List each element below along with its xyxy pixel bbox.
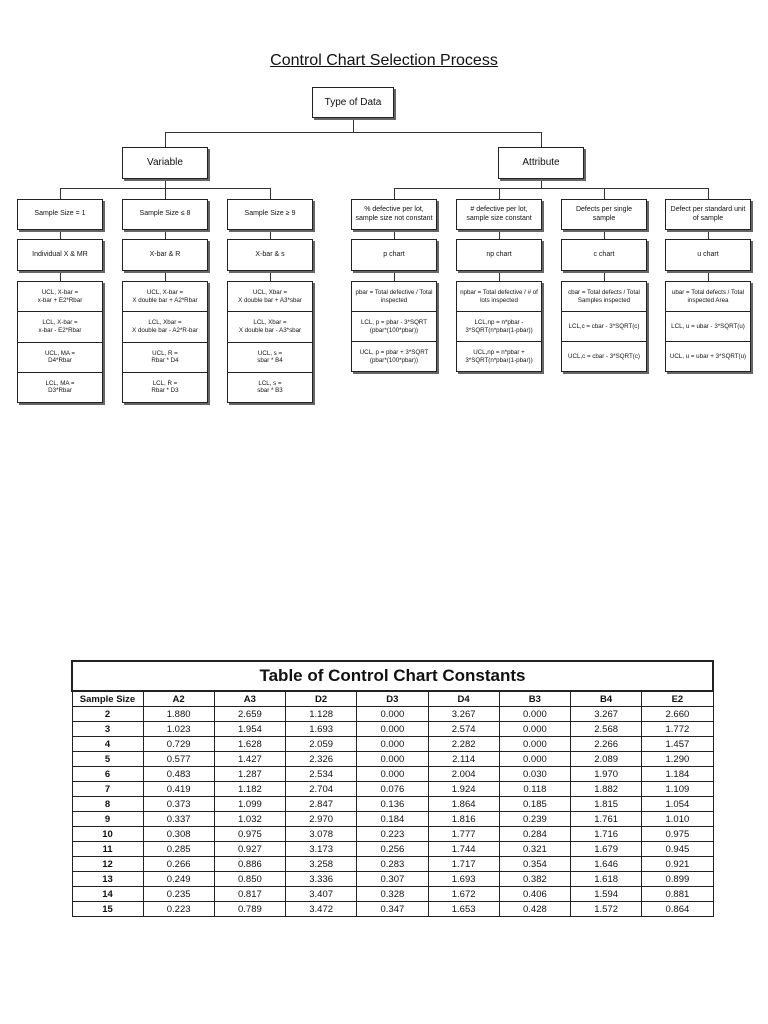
table-cell: 1.761	[571, 812, 642, 827]
connector	[604, 188, 605, 199]
formula-cell: LCL,np = n*pbar - 3*SQRT(n*pbar(1-pbar))	[457, 312, 541, 342]
connector	[394, 271, 395, 281]
table-cell: 0.000	[357, 722, 428, 737]
table-cell: 0.347	[357, 902, 428, 917]
table-header-cell: E2	[642, 691, 713, 707]
table-row	[72, 857, 713, 872]
connector	[60, 271, 61, 281]
table-cell: 2.659	[214, 707, 285, 722]
table-cell: 2.847	[286, 797, 357, 812]
attribute-label: Attribute	[522, 157, 560, 169]
table-cell: 0.185	[499, 797, 570, 812]
connector	[270, 188, 271, 199]
table-cell: 0.000	[499, 707, 570, 722]
table-row	[72, 842, 713, 857]
connector	[394, 188, 708, 189]
table-cell: 1.864	[428, 797, 499, 812]
formula-stack	[456, 281, 542, 372]
connector	[165, 132, 166, 147]
chart-type-box: Individual X & MR	[17, 239, 103, 271]
table-cell: 1.457	[642, 737, 713, 752]
table-cell: 0.382	[499, 872, 570, 887]
connector	[60, 230, 61, 239]
table-cell: 0.419	[143, 782, 214, 797]
table-cell: 0.945	[642, 842, 713, 857]
table-cell: 3.173	[286, 842, 357, 857]
table-cell: 0.283	[357, 857, 428, 872]
table-header-cell: B3	[499, 691, 570, 707]
formula-cell: LCL, u = ubar - 3*SQRT(u)	[666, 312, 750, 342]
table-row	[72, 737, 713, 752]
chart-type-box: u chart	[665, 239, 751, 271]
table-cell: 1.880	[143, 707, 214, 722]
formula-cell: UCL, R = Rbar * D4	[123, 343, 207, 373]
chart-type-box: p chart	[351, 239, 437, 271]
page-title: Control Chart Selection Process	[270, 52, 498, 69]
type-of-data-box	[312, 87, 394, 118]
table-cell: 0.000	[357, 752, 428, 767]
sample-size-box: Sample Size ≥ 9	[227, 199, 313, 230]
formula-cell: LCL,c = cbar - 3*SQRT(c)	[562, 312, 646, 342]
table-cell: 2.004	[428, 767, 499, 782]
table-cell: 1.970	[571, 767, 642, 782]
table-cell: 0.239	[499, 812, 570, 827]
connector	[708, 188, 709, 199]
table-cell: 1.427	[214, 752, 285, 767]
table-cell: 1.815	[571, 797, 642, 812]
table-cell: 0.321	[499, 842, 570, 857]
table-cell: 5	[72, 752, 143, 767]
table-row	[72, 887, 713, 902]
connector	[541, 132, 542, 147]
table-cell: 0.406	[499, 887, 570, 902]
table-body	[72, 707, 713, 917]
table-cell: 1.816	[428, 812, 499, 827]
table-cell: 0.118	[499, 782, 570, 797]
table-cell: 10	[72, 827, 143, 842]
variable-box	[122, 147, 208, 179]
table-cell: 0.921	[642, 857, 713, 872]
connector	[708, 230, 709, 239]
table-cell: 0.000	[357, 737, 428, 752]
table-cell: 1.182	[214, 782, 285, 797]
table-cell: 0.235	[143, 887, 214, 902]
connector	[165, 179, 166, 188]
table-cell: 0.136	[357, 797, 428, 812]
table-cell: 13	[72, 872, 143, 887]
connector	[60, 188, 61, 199]
table-title: Table of Control Chart Constants	[72, 661, 713, 691]
table-cell: 1.128	[286, 707, 357, 722]
connector	[165, 271, 166, 281]
table-cell: 0.864	[642, 902, 713, 917]
table-cell: 0.789	[214, 902, 285, 917]
table-cell: 0.354	[499, 857, 570, 872]
table-cell: 1.653	[428, 902, 499, 917]
connector	[394, 230, 395, 239]
formula-cell: ubar = Total defects / Total inspected Area	[666, 282, 750, 312]
table-cell: 1.290	[642, 752, 713, 767]
table-cell: 1.023	[143, 722, 214, 737]
table-cell: 1.744	[428, 842, 499, 857]
table-cell: 0.076	[357, 782, 428, 797]
formula-stack	[227, 281, 313, 403]
table-cell: 1.672	[428, 887, 499, 902]
table-row	[72, 797, 713, 812]
table-cell: 1.772	[642, 722, 713, 737]
table-cell: 2.970	[286, 812, 357, 827]
connector	[165, 188, 166, 199]
table-cell: 3.078	[286, 827, 357, 842]
table-cell: 2.266	[571, 737, 642, 752]
table-row	[72, 827, 713, 842]
control-chart-constants-table	[71, 660, 714, 917]
table-cell: 1.572	[571, 902, 642, 917]
formula-stack	[665, 281, 751, 372]
chart-type-box: X-bar & R	[122, 239, 208, 271]
formula-cell: UCL, X-bar = X double bar + A2*Rbar	[123, 282, 207, 312]
formula-stack	[351, 281, 437, 372]
formula-cell: UCL, X-bar = x-bar + E2*Rbar	[18, 282, 102, 312]
table-row	[72, 707, 713, 722]
table-cell: 0.000	[357, 767, 428, 782]
table-row	[72, 872, 713, 887]
table-cell: 2	[72, 707, 143, 722]
formula-cell: LCL, Xbar = X double bar - A2*R-bar	[123, 312, 207, 342]
connector	[604, 271, 605, 281]
table-cell: 3.267	[571, 707, 642, 722]
formula-stack	[122, 281, 208, 403]
table-cell: 0.000	[357, 707, 428, 722]
sample-size-box: % defective per lot, sample size not constant	[351, 199, 437, 230]
table-cell: 1.646	[571, 857, 642, 872]
table-row	[72, 752, 713, 767]
formula-cell: UCL, s = sbar * B4	[228, 343, 312, 373]
table-row	[72, 902, 713, 917]
table-header-row	[72, 691, 713, 707]
chart-type-box: np chart	[456, 239, 542, 271]
table-cell: 0.223	[357, 827, 428, 842]
table-header-cell: A3	[214, 691, 285, 707]
table-cell: 0.249	[143, 872, 214, 887]
table-cell: 0.285	[143, 842, 214, 857]
connector	[394, 188, 395, 199]
connector	[270, 271, 271, 281]
table-cell: 1.010	[642, 812, 713, 827]
table-cell: 11	[72, 842, 143, 857]
table-cell: 1.717	[428, 857, 499, 872]
connector	[353, 118, 354, 132]
table-cell: 0.483	[143, 767, 214, 782]
table-header-cell: D3	[357, 691, 428, 707]
table-cell: 12	[72, 857, 143, 872]
table-cell: 3.267	[428, 707, 499, 722]
connector	[708, 271, 709, 281]
table-cell: 3.336	[286, 872, 357, 887]
table-cell: 0.266	[143, 857, 214, 872]
connector	[165, 230, 166, 239]
table-cell: 9	[72, 812, 143, 827]
table-cell: 0.030	[499, 767, 570, 782]
table-cell: 3.472	[286, 902, 357, 917]
table-cell: 0.337	[143, 812, 214, 827]
table-cell: 2.574	[428, 722, 499, 737]
formula-cell: LCL, s = sbar * B3	[257, 379, 283, 395]
table-cell: 15	[72, 902, 143, 917]
table-cell: 14	[72, 887, 143, 902]
table-row	[72, 767, 713, 782]
table-cell: 0.328	[357, 887, 428, 902]
sample-size-box: Sample Size = 1	[17, 199, 103, 230]
attribute-box	[498, 147, 584, 179]
formula-cell: UCL,np = n*pbar + 3*SQRT(n*pbar(1-pbar))	[465, 349, 533, 364]
table-header-cell: Sample Size	[72, 691, 143, 707]
table-header-cell: D2	[286, 691, 357, 707]
table-cell: 0.284	[499, 827, 570, 842]
formula-cell: npbar = Total defective / # of lots inspected	[457, 282, 541, 312]
table-cell: 1.099	[214, 797, 285, 812]
connector	[604, 230, 605, 239]
table-cell: 1.954	[214, 722, 285, 737]
sample-size-box: Defects per single sample	[561, 199, 647, 230]
table-header-cell: A2	[143, 691, 214, 707]
table-cell: 0.577	[143, 752, 214, 767]
connector	[499, 230, 500, 239]
table-cell: 1.618	[571, 872, 642, 887]
table-cell: 2.282	[428, 737, 499, 752]
table-cell: 1.054	[642, 797, 713, 812]
table-header-cell: B4	[571, 691, 642, 707]
table-cell: 0.975	[214, 827, 285, 842]
table-cell: 1.184	[642, 767, 713, 782]
table-cell: 1.693	[286, 722, 357, 737]
table-row	[72, 812, 713, 827]
table-cell: 1.882	[571, 782, 642, 797]
variable-label: Variable	[147, 157, 183, 169]
table-cell: 1.777	[428, 827, 499, 842]
table-cell: 2.059	[286, 737, 357, 752]
table-cell: 0.223	[143, 902, 214, 917]
table-cell: 0.000	[499, 722, 570, 737]
table-cell: 2.704	[286, 782, 357, 797]
table-cell: 0.886	[214, 857, 285, 872]
table-cell: 0.184	[357, 812, 428, 827]
table-cell: 0.373	[143, 797, 214, 812]
formula-cell: LCL, p = pbar - 3*SQRT (pbar*(100*pbar))	[352, 312, 436, 342]
table-cell: 0.000	[499, 737, 570, 752]
table-cell: 1.032	[214, 812, 285, 827]
connector	[270, 230, 271, 239]
formula-cell: LCL, R = Rbar * D3	[151, 379, 179, 395]
table-cell: 2.660	[642, 707, 713, 722]
table-cell: 2.326	[286, 752, 357, 767]
sample-size-box: Sample Size ≤ 8	[122, 199, 208, 230]
table-cell: 0.899	[642, 872, 713, 887]
table-cell: 1.679	[571, 842, 642, 857]
table-cell: 2.114	[428, 752, 499, 767]
table-cell: 0.729	[143, 737, 214, 752]
table-cell: 0.975	[642, 827, 713, 842]
table-cell: 1.716	[571, 827, 642, 842]
table-row	[72, 782, 713, 797]
table-cell: 2.534	[286, 767, 357, 782]
connector	[499, 188, 500, 199]
type-of-data-label: Type of Data	[324, 96, 382, 108]
formula-cell: LCL, Xbar = X double bar - A3*sbar	[228, 312, 312, 342]
table-row	[72, 722, 713, 737]
formula-cell: UCL,c = cbar - 3*SQRT(c)	[568, 352, 640, 360]
chart-type-box: c chart	[561, 239, 647, 271]
table-cell: 1.109	[642, 782, 713, 797]
table-cell: 8	[72, 797, 143, 812]
table-cell: 3.258	[286, 857, 357, 872]
formula-cell: UCL, Xbar = X double bar + A3*sbar	[228, 282, 312, 312]
table-cell: 0.927	[214, 842, 285, 857]
table-cell: 0.428	[499, 902, 570, 917]
formula-cell: LCL, MA = D3*Rbar	[45, 379, 75, 395]
chart-type-box: X-bar & s	[227, 239, 313, 271]
table-cell: 3.407	[286, 887, 357, 902]
table-cell: 2.089	[571, 752, 642, 767]
formula-stack	[17, 281, 103, 403]
table-cell: 1.628	[214, 737, 285, 752]
formula-cell: pbar = Total defective / Total inspected	[352, 282, 436, 312]
formula-cell: UCL, u = ubar + 3*SQRT(u)	[669, 352, 747, 360]
connector	[165, 132, 542, 133]
sample-size-box: Defect per standard unit of sample	[665, 199, 751, 230]
table-cell: 0.307	[357, 872, 428, 887]
table-header-cell: D4	[428, 691, 499, 707]
formula-cell: LCL, X-bar = x-bar - E2*Rbar	[18, 312, 102, 342]
table-cell: 4	[72, 737, 143, 752]
table-cell: 7	[72, 782, 143, 797]
table-cell: 0.000	[499, 752, 570, 767]
formula-cell: UCL, p = pbar + 3*SQRT (pbar*(100*pbar))	[359, 349, 429, 364]
table-cell: 0.256	[357, 842, 428, 857]
table-cell: 0.817	[214, 887, 285, 902]
table-cell: 1.594	[571, 887, 642, 902]
table-cell: 3	[72, 722, 143, 737]
table-cell: 6	[72, 767, 143, 782]
formula-stack	[561, 281, 647, 372]
table-cell: 0.850	[214, 872, 285, 887]
formula-cell: cbar = Total defects / Total Samples inspected	[562, 282, 646, 312]
connector	[541, 179, 542, 188]
table-cell: 0.881	[642, 887, 713, 902]
sample-size-box: # defective per lot, sample size constant	[456, 199, 542, 230]
connector	[499, 271, 500, 281]
table-cell: 0.308	[143, 827, 214, 842]
table-cell: 2.568	[571, 722, 642, 737]
table-cell: 1.924	[428, 782, 499, 797]
table-cell: 1.693	[428, 872, 499, 887]
table-cell: 1.287	[214, 767, 285, 782]
formula-cell: UCL, MA = D4*Rbar	[18, 343, 102, 373]
